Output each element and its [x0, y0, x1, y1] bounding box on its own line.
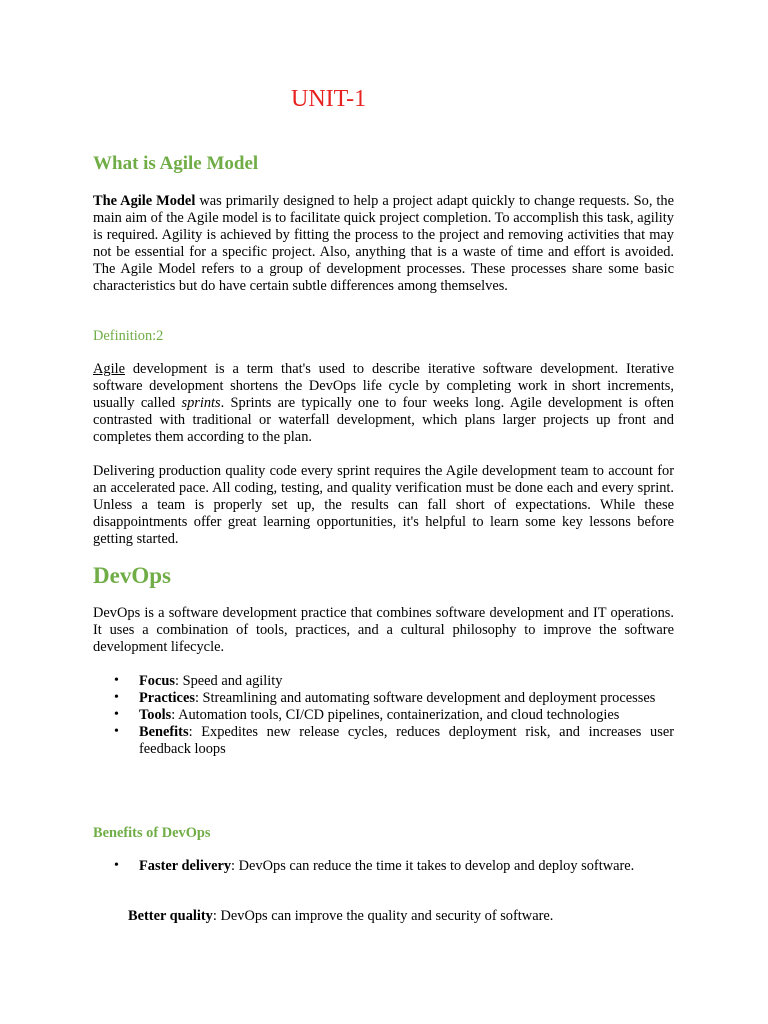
devops-intro-paragraph: DevOps is a software development practice that combines software development and IT operations. It uses a combination of tools, practices, and a cultural philosophy to improve the software development lifecycle. — [93, 605, 674, 655]
bullet-term: Benefits — [139, 723, 189, 740]
bullet-text: : DevOps can reduce the time it takes to develop and deploy software. — [231, 858, 635, 874]
list-item — [93, 690, 674, 707]
bullet-text: : Automation tools, CI/CD pipelines, containerization, and cloud technologies — [171, 706, 620, 723]
bullet-icon: • — [114, 858, 119, 873]
bullet-term: Focus — [139, 673, 175, 689]
benefits-heading: Benefits of DevOps — [93, 825, 211, 841]
bullet-text: : Streamlining and automating software development and deployment processes — [194, 689, 656, 706]
sprints-italic: sprints — [181, 394, 221, 411]
bullet-icon: • — [114, 706, 119, 722]
agile-def-text-a: development is a term that's used to describe iterative software development. Iterative software development shortens the DevOps life cycle by completing work in short increments, usually called — [93, 361, 674, 411]
bullet-term: Faster delivery — [139, 858, 232, 874]
agile-def-text-b: . Sprints are typically one to four weeks long. Agile development is often contrasted with traditional or waterfall development, which plans larger projects up front and completes them according to the plan. — [93, 394, 674, 445]
list-item — [93, 673, 674, 690]
devops-heading: DevOps — [93, 563, 171, 588]
agile-intro-paragraph — [93, 193, 674, 294]
agile-heading: What is Agile Model — [93, 153, 259, 174]
bullet-icon: • — [114, 673, 119, 688]
bullet-icon: • — [114, 689, 119, 705]
definition-label: Definition:2 — [93, 328, 164, 344]
agile-link[interactable]: Agile — [93, 361, 125, 377]
agile-definition-paragraph — [93, 361, 674, 446]
agile-delivery-paragraph: Delivering production quality code every sprint requires the Agile development team to account for an accelerated pace. All coding, testing, and quality verification must be done each and every sprint. Unless a team is properly set up, the results can fall short of expectations. While these disappointments offer great learning opportunities, it's helpful to learn some key lessons before getting started. — [93, 463, 674, 547]
agile-model-bold: The Agile Model — [93, 193, 196, 209]
unit-title: UNIT-1 — [291, 86, 367, 112]
better-quality-term: Better quality — [128, 908, 213, 924]
bullet-icon: • — [114, 723, 119, 739]
bullet-text: : Speed and agility — [174, 673, 283, 689]
better-quality-text: : DevOps can improve the quality and security of software. — [212, 908, 554, 924]
agile-intro-text: was primarily designed to help a project adapt quickly to change requests. So, the main aim of the Agile model is to facilitate quick project completion. To accomplish this task, agility is required. Agility is achieved by fitting the process to the project and removing activities that may not be essential for a specific project. Also, anything that is a waste of time and effort is avoided. The Agile Model refers to a group of development processes. These processes share some basic characteristics but do have certain subtle differences among themselves. — [93, 193, 675, 294]
list-item — [93, 858, 674, 875]
bullet-text: : Expedites new release cycles, reduces deployment risk, and increases user feedback loops — [139, 723, 674, 757]
benefits-bullet-list — [93, 858, 674, 875]
bullet-term: Practices — [139, 689, 195, 706]
list-item — [93, 724, 674, 758]
better-quality-line — [128, 908, 553, 925]
bullet-term: Tools — [139, 706, 172, 723]
devops-bullet-list — [93, 673, 674, 758]
list-item — [93, 707, 674, 724]
